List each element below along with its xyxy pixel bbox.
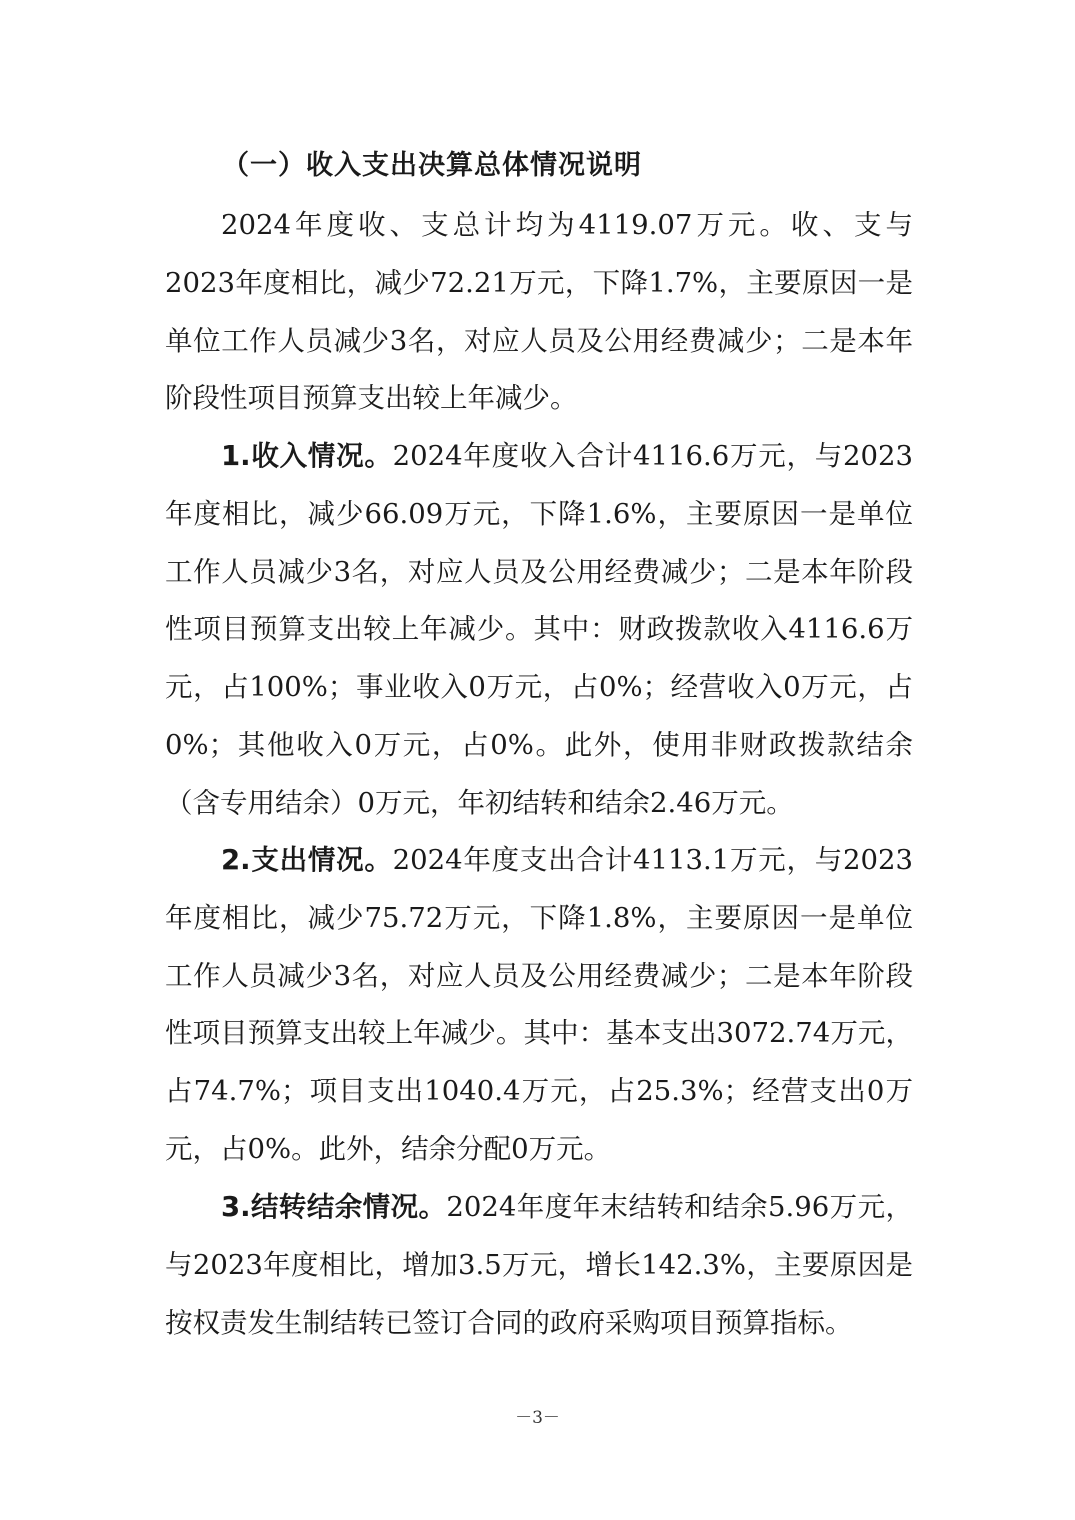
paragraph-income-text: 2024年度收入合计4116.6万元，与2023年度相比，减少66.09万元，下降1.6%，主要原因一是单位工作人员减少3名，对应人员及公用经费减少；二是本年阶段性项目预算支出较上年减少。其中：财政拨款收入4116.6万元，占100%；事业收入0万元，占0%；经营收入0万元，占0%；其他收入0万元，占0%。此外，使用非财政拨款结余（含专用结余）0万元，年初结转和结余2.46万元。 xyxy=(165,440,913,819)
income-lead: 1.收入情况。 xyxy=(221,440,393,472)
page-number: －3－ xyxy=(515,1408,560,1428)
paragraph-overview-text: 2024年度收、支总计均为4119.07万元。收、支与2023年度相比，减少72.21万元，下降1.7%，主要原因一是单位工作人员减少3名，对应人员及公用经费减少；二是本年阶段性项目预算支出较上年减少。 xyxy=(165,209,913,415)
expense-lead: 2.支出情况。 xyxy=(221,844,393,876)
paragraph-carryover xyxy=(165,1179,913,1352)
paragraph-expense-text: 2024年度支出合计4113.1万元，与2023年度相比，减少75.72万元，下降1.8%，主要原因一是单位工作人员减少3名，对应人员及公用经费减少；二是本年阶段性项目预算支出较上年减少。其中：基本支出3072.74万元，占74.7%；项目支出1040.4万元，占25.3%；经营支出0万元，占0%。此外，结余分配0万元。 xyxy=(165,844,913,1165)
paragraph-carryover-text: 2024年度年末结转和结余5.96万元，与2023年度相比，增加3.5万元，增长142.3%，主要原因是按权责发生制结转已签订合同的政府采购项目预算指标。 xyxy=(165,1191,913,1339)
carryover-lead: 3.结转结余情况。 xyxy=(221,1191,447,1223)
paragraph-overview xyxy=(165,197,913,428)
paragraph-expense xyxy=(165,832,913,1179)
paragraph-income xyxy=(165,428,913,833)
section-heading: （一）收入支出决算总体情况说明 xyxy=(222,150,642,181)
